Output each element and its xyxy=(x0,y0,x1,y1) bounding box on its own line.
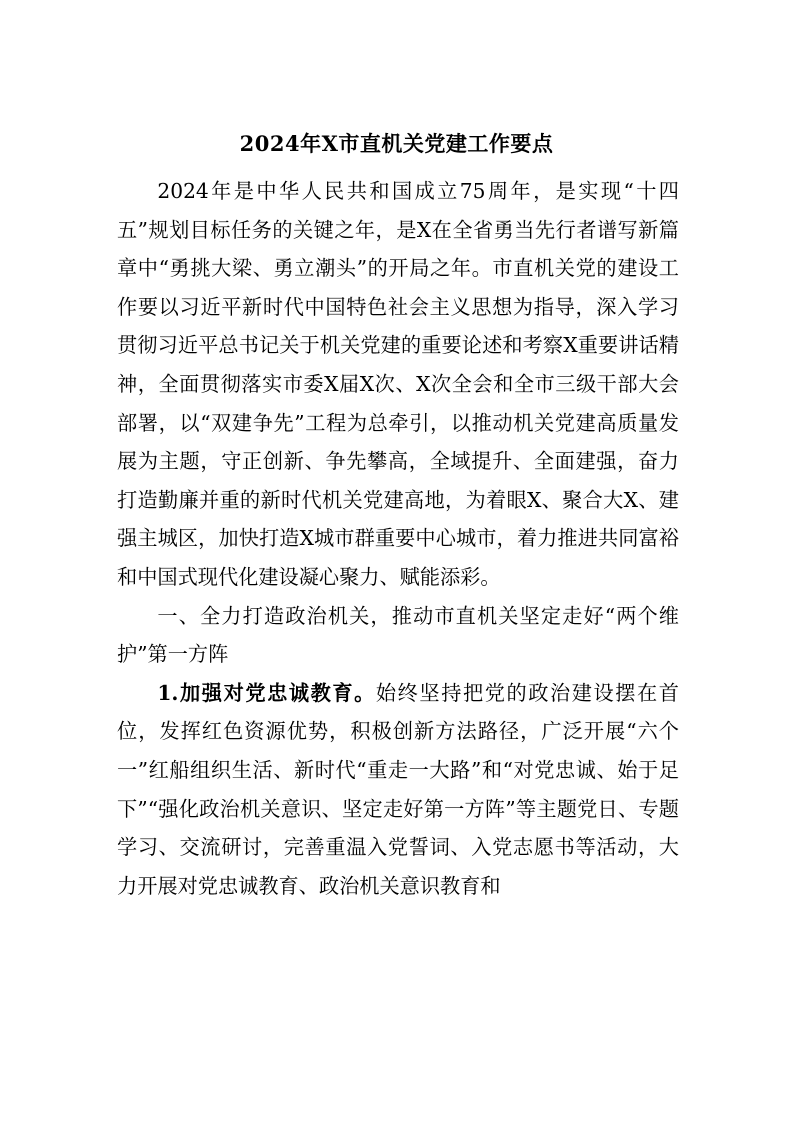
document-title: 2024年X市直机关党建工作要点 xyxy=(239,131,554,156)
section-heading-1-text: 一、全力打造政治机关，推动市直机关坚定走好“两个维护”第一方阵 xyxy=(117,603,679,667)
section-heading-1 xyxy=(117,597,679,674)
item-1-lead: 1.加强对党忠诚教育。 xyxy=(157,680,376,705)
paragraph-item-1 xyxy=(117,674,679,906)
item-1-text: 始终坚持把党的政治建设摆在首位，发挥红色资源优势，积极创新方法路径，广泛开展“六个一”红船组织生活、新时代“重走一大路”和“对党忠诚、始于足下”“强化政治机关意识、坚定走好第一方阵”等主题党日、专题学习、交流研讨，完善重温入党誓词、入党志愿书等活动，大力开展对党忠诚教育、政治机关意识教育和 xyxy=(117,680,679,898)
paragraph-intro xyxy=(117,172,679,597)
paragraph-intro-text: 2024年是中华人民共和国成立75周年，是实现“十四五”规划目标任务的关键之年，是X在全省勇当先行者谱写新篇章中“勇挑大梁、勇立潮头”的开局之年。市直机关党的建设工作要以习近平新时代中国特色社会主义思想为指导，深入学习贯彻习近平总书记关于机关党建的重要论述和考察X重要讲话精神，全面贯彻落实市委X届X次、X次全会和全市三级干部大会部署，以“双建争先”工程为总牵引，以推动机关党建高质量发展为主题，守正创新、争先攀高，全域提升、全面建强，奋力打造勤廉并重的新时代机关党建高地，为着眼X、聚合大X、建强主城区，加快打造X城市群重要中心城市，着力推进共同富裕和中国式现代化建设凝心聚力、赋能添彩。 xyxy=(117,179,679,589)
document-body xyxy=(117,172,679,905)
